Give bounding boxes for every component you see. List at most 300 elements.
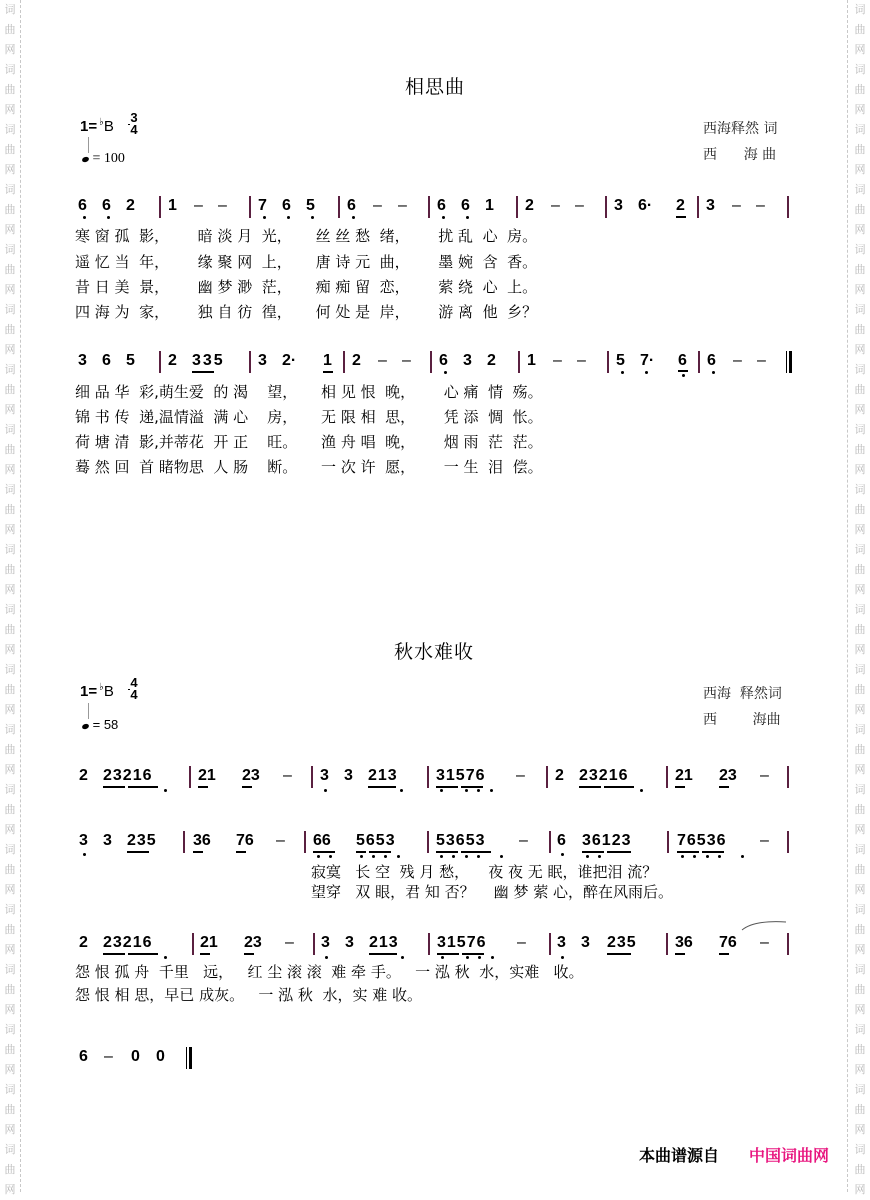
note: 6 <box>678 352 687 369</box>
note: 5 <box>616 352 625 369</box>
note: 3 <box>614 197 623 214</box>
left-watermark-strip <box>0 0 21 1196</box>
watermark-char: 曲 <box>4 683 16 696</box>
low-octave-dot <box>645 371 648 374</box>
song-title: 秋水难收 <box>394 641 475 663</box>
barline <box>787 831 789 853</box>
dash: – <box>575 197 584 214</box>
watermark-char: 网 <box>854 223 866 236</box>
watermark-char: 网 <box>854 1183 866 1196</box>
dash: – <box>373 197 382 214</box>
watermark-char: 网 <box>4 343 16 356</box>
barline <box>549 831 551 853</box>
watermark-char: 词 <box>4 1023 16 1036</box>
note: 6· <box>638 197 653 214</box>
watermark-char: 曲 <box>854 803 866 816</box>
lyric-line: 细 品 华 彩,萌生爱 的 渴 望， 相 见 恨 晚， 心 痛 情 殇。 <box>75 383 543 401</box>
tempo-value: = 58 <box>92 717 119 732</box>
low-octave-dot <box>477 789 480 792</box>
note: 235 <box>127 832 157 849</box>
note: 6 <box>461 197 470 214</box>
note: 23 <box>242 767 260 784</box>
tempo-marking <box>82 151 125 167</box>
underline-beam <box>356 851 366 853</box>
underline-beam <box>675 953 685 955</box>
watermark-char: 词 <box>4 783 16 796</box>
note: 1 <box>168 197 177 214</box>
watermark-char: 词 <box>4 903 16 916</box>
note: 3 <box>557 934 566 951</box>
watermark-char: 网 <box>854 403 866 416</box>
watermark-char: 词 <box>854 843 866 856</box>
note: 2 <box>525 197 534 214</box>
note: 2 <box>79 934 88 951</box>
dash: – <box>283 767 292 784</box>
key-note: B <box>103 683 114 700</box>
note: 3 <box>706 197 715 214</box>
underline-beam <box>192 371 214 373</box>
watermark-char: 词 <box>4 423 16 436</box>
barline <box>605 196 607 218</box>
barline <box>189 766 191 788</box>
note: 23 <box>719 767 737 784</box>
barline <box>518 351 520 373</box>
dash: – <box>104 1048 113 1065</box>
dash: – <box>276 832 285 849</box>
barline <box>549 933 551 955</box>
time-sig-bottom: 4 <box>130 687 138 702</box>
note: 6 <box>347 197 356 214</box>
watermark-char: 词 <box>854 363 866 376</box>
watermark-char: 网 <box>854 43 866 56</box>
lyric-line: 锦 书 传 递,温情溢 满 心 房， 无 限 相 思， 凭 添 惆 怅。 <box>75 408 543 426</box>
dash: – <box>756 197 765 214</box>
watermark-char: 网 <box>854 883 866 896</box>
watermark-char: 网 <box>854 583 866 596</box>
note: 23216 <box>579 767 629 784</box>
underline-beam <box>461 851 491 853</box>
watermark-char: 网 <box>4 883 16 896</box>
underline-beam <box>369 953 397 955</box>
note: 23 <box>244 934 262 951</box>
watermark-char: 网 <box>4 583 16 596</box>
low-octave-dot <box>401 956 404 959</box>
low-octave-dot <box>500 855 503 858</box>
barline <box>430 351 432 373</box>
watermark-char: 网 <box>854 523 866 536</box>
note-stem <box>88 703 89 719</box>
barline <box>249 196 251 218</box>
lyric-line: 荷 塘 清 影,并蒂花 开 正 旺。 渔 舟 唱 晚， 烟 雨 茫 茫。 <box>75 433 543 451</box>
watermark-char: 词 <box>854 543 866 556</box>
watermark-char: 网 <box>4 823 16 836</box>
watermark-char: 网 <box>854 1063 866 1076</box>
tempo-marking <box>82 717 118 732</box>
watermark-char: 网 <box>854 943 866 956</box>
watermark-char: 曲 <box>4 23 16 36</box>
watermark-char: 词 <box>854 63 866 76</box>
time-sig-top: 4 <box>130 675 138 690</box>
key-signature <box>80 682 114 700</box>
note: 76 <box>719 934 737 951</box>
barline <box>666 766 668 788</box>
note: 36 <box>193 832 211 849</box>
watermark-char: 曲 <box>854 1043 866 1056</box>
final-double-barline <box>786 351 792 373</box>
lyric-line: 蓦 然 回 首 睹物思 人 肠 断。 一 次 许 愿， 一 生 泪 偿。 <box>75 458 543 476</box>
barline <box>667 831 669 853</box>
watermark-char: 词 <box>854 1143 866 1156</box>
note: 53653 <box>436 832 486 849</box>
watermark-char: 曲 <box>4 623 16 636</box>
underline-beam <box>200 953 210 955</box>
low-octave-dot <box>107 216 110 219</box>
underline-beam <box>676 216 686 218</box>
flat-sign: ♭ <box>99 117 104 128</box>
note: 5 <box>306 197 315 214</box>
barline <box>427 766 429 788</box>
watermark-char: 曲 <box>4 83 16 96</box>
lyric-line: 怨 恨 孤 舟 千里 远， 红 尘 滚 滚 难 牵 手。 一 泓 秋 水，实难 收。 <box>75 963 584 981</box>
note: 335 <box>192 352 225 369</box>
barline <box>192 933 194 955</box>
underline-beam <box>103 953 125 955</box>
note: 3 <box>345 934 354 951</box>
low-octave-dot <box>682 374 685 377</box>
dash: – <box>285 934 294 951</box>
low-octave-dot <box>693 855 696 858</box>
watermark-char: 曲 <box>4 983 16 996</box>
watermark-char: 网 <box>854 703 866 716</box>
watermark-char: 曲 <box>4 443 16 456</box>
low-octave-dot <box>287 216 290 219</box>
lyricist-credit: 西海 释然词 <box>703 686 782 702</box>
low-octave-dot <box>681 855 684 858</box>
note: 3 <box>320 767 329 784</box>
watermark-char: 曲 <box>4 1163 16 1176</box>
right-watermark-strip <box>847 0 870 1196</box>
low-octave-dot <box>440 789 443 792</box>
watermark-char: 曲 <box>854 563 866 576</box>
watermark-char: 网 <box>4 163 16 176</box>
barline <box>313 933 315 955</box>
dash: – <box>398 197 407 214</box>
underline-beam <box>198 786 208 788</box>
note: 235 <box>607 934 637 951</box>
underline-beam <box>462 953 484 955</box>
note: 21 <box>200 934 218 951</box>
watermark-char: 曲 <box>4 923 16 936</box>
low-octave-dot <box>465 789 468 792</box>
underline-beam <box>461 786 483 788</box>
watermark-char: 网 <box>854 283 866 296</box>
note: 6 <box>439 352 448 369</box>
watermark-char: 词 <box>4 483 16 496</box>
note: 5 <box>126 352 135 369</box>
watermark-char: 网 <box>854 643 866 656</box>
underline-beam <box>369 851 391 853</box>
low-octave-dot <box>164 956 167 959</box>
low-octave-dot <box>718 855 721 858</box>
underline-beam <box>719 786 729 788</box>
watermark-char: 曲 <box>854 503 866 516</box>
barline <box>159 196 161 218</box>
note: 3 <box>79 832 88 849</box>
watermark-char: 词 <box>4 63 16 76</box>
low-octave-dot <box>640 789 643 792</box>
underline-beam <box>323 371 333 373</box>
flat-sign: ♭ <box>99 682 104 693</box>
dash: – <box>577 352 586 369</box>
watermark-char: 曲 <box>4 803 16 816</box>
note: 76 <box>236 832 254 849</box>
watermark-char: 网 <box>4 1003 16 1016</box>
underline-beam <box>607 953 631 955</box>
low-octave-dot <box>706 855 709 858</box>
underline-beam <box>436 786 458 788</box>
watermark-char: 词 <box>854 303 866 316</box>
lyric-line: 遥 忆 当 年， 缘 聚 网 上， 唐 诗 元 曲， 墨 婉 含 香。 <box>75 253 538 271</box>
watermark-char: 网 <box>4 1183 16 1196</box>
barline <box>311 766 313 788</box>
underline-beam <box>604 786 634 788</box>
note: 6 <box>557 832 566 849</box>
watermark-char: 网 <box>854 343 866 356</box>
note: 2 <box>352 352 361 369</box>
watermark-char: 网 <box>4 463 16 476</box>
watermark-char: 网 <box>4 523 16 536</box>
low-octave-dot <box>466 956 469 959</box>
low-octave-dot <box>598 855 601 858</box>
watermark-char: 词 <box>4 963 16 976</box>
barline <box>343 351 345 373</box>
note: 2 <box>168 352 177 369</box>
note: 213 <box>368 767 398 784</box>
watermark-char: 词 <box>854 723 866 736</box>
lyricist-credit: 西海释然 词 <box>703 121 778 137</box>
watermark-char: 网 <box>854 463 866 476</box>
watermark-char: 曲 <box>4 383 16 396</box>
low-octave-dot <box>477 855 480 858</box>
watermark-char: 网 <box>854 163 866 176</box>
source-label: 本曲谱源自 <box>639 1146 720 1165</box>
watermark-char: 词 <box>854 483 866 496</box>
watermark-char: 网 <box>4 223 16 236</box>
watermark-char: 词 <box>854 903 866 916</box>
underline-beam <box>582 851 604 853</box>
low-octave-dot <box>452 855 455 858</box>
watermark-char: 网 <box>854 1003 866 1016</box>
note: 23216 <box>103 767 153 784</box>
key-label: 1= <box>80 683 98 700</box>
note: 7· <box>640 352 655 369</box>
low-octave-dot <box>360 855 363 858</box>
barline <box>338 196 340 218</box>
low-octave-dot <box>311 216 314 219</box>
time-sig-top: 3 <box>130 110 138 125</box>
underline-beam <box>128 953 158 955</box>
dash: – <box>760 934 769 951</box>
underline-beam <box>675 786 685 788</box>
watermark-char: 网 <box>4 643 16 656</box>
barline <box>697 196 699 218</box>
watermark-char: 词 <box>4 843 16 856</box>
low-octave-dot <box>263 216 266 219</box>
watermark-char: 曲 <box>4 203 16 216</box>
dash: – <box>378 352 387 369</box>
barline <box>159 351 161 373</box>
underline-beam <box>127 851 149 853</box>
low-octave-dot <box>621 371 624 374</box>
note: 3 <box>103 832 112 849</box>
underline-beam <box>244 953 254 955</box>
low-octave-dot <box>325 956 328 959</box>
low-octave-dot <box>317 855 320 858</box>
watermark-char: 词 <box>4 243 16 256</box>
watermark-char: 曲 <box>854 143 866 156</box>
note: 2· <box>282 352 297 369</box>
low-octave-dot <box>83 216 86 219</box>
dash: – <box>760 832 769 849</box>
dash: – <box>218 197 227 214</box>
note: 6 <box>79 1048 88 1065</box>
watermark-char: 词 <box>854 963 866 976</box>
dash: – <box>733 352 742 369</box>
brand-link[interactable]: 中国词曲网 <box>749 1146 830 1165</box>
watermark-char: 词 <box>854 243 866 256</box>
barline <box>787 933 789 955</box>
watermark-char: 曲 <box>854 1103 866 1116</box>
note: 3 <box>581 934 590 951</box>
watermark-char: 词 <box>854 1023 866 1036</box>
low-octave-dot <box>400 789 403 792</box>
barline <box>516 196 518 218</box>
note: 3 <box>321 934 330 951</box>
note: 5653 <box>356 832 396 849</box>
watermark-char: 曲 <box>4 263 16 276</box>
low-octave-dot <box>83 853 86 856</box>
watermark-char: 词 <box>854 1083 866 1096</box>
watermark-char: 曲 <box>854 623 866 636</box>
low-octave-dot <box>712 371 715 374</box>
low-octave-dot <box>478 956 481 959</box>
note: 2 <box>79 767 88 784</box>
song-title: 相思曲 <box>405 76 466 98</box>
watermark-char: 曲 <box>854 23 866 36</box>
dash: – <box>194 197 203 214</box>
composer-credit: 西 海 曲 <box>703 147 777 163</box>
watermark-char: 曲 <box>854 683 866 696</box>
note: 1 <box>323 352 332 369</box>
dash: – <box>551 197 560 214</box>
watermark-char: 网 <box>4 43 16 56</box>
dash: – <box>519 832 528 849</box>
lyric-line: 四 海 为 家， 独 自 彷 徨， 何 处 是 岸， 游 离 他 乡？ <box>75 303 538 321</box>
note: 23216 <box>103 934 153 951</box>
watermark-char: 词 <box>4 1083 16 1096</box>
low-octave-dot <box>329 855 332 858</box>
watermark-char: 曲 <box>854 863 866 876</box>
low-octave-dot <box>441 956 444 959</box>
note: 36123 <box>582 832 632 849</box>
low-octave-dot <box>561 853 564 856</box>
watermark-char: 曲 <box>4 1043 16 1056</box>
note: 76536 <box>677 832 727 849</box>
lyric-line: 寒 窗 孤 影， 暗 淡 月 光， 丝 丝 愁 绪， 扰 乱 心 房。 <box>75 227 538 245</box>
watermark-char: 词 <box>854 783 866 796</box>
underline-beam <box>313 851 335 853</box>
note: 21 <box>675 767 693 784</box>
barline <box>304 831 306 853</box>
key-label: 1= <box>80 118 98 135</box>
underline-beam <box>702 851 724 853</box>
note: 7 <box>258 197 267 214</box>
dash: – <box>516 767 525 784</box>
underline-beam <box>678 370 688 372</box>
underline-beam <box>607 851 631 853</box>
lyric-line: 昔 日 美 景， 幽 梦 渺 茫， 痴 痴 留 恋， 萦 绕 心 上。 <box>75 278 538 296</box>
low-octave-dot <box>465 855 468 858</box>
dash: – <box>760 767 769 784</box>
watermark-char: 曲 <box>854 923 866 936</box>
watermark-char: 曲 <box>4 323 16 336</box>
barline <box>787 766 789 788</box>
watermark-char: 曲 <box>854 1163 866 1176</box>
watermark-char: 词 <box>854 183 866 196</box>
dash: – <box>757 352 766 369</box>
watermark-char: 词 <box>4 543 16 556</box>
composer-credit: 西 海曲 <box>703 712 781 728</box>
dash: – <box>732 197 741 214</box>
time-signature <box>128 677 140 701</box>
low-octave-dot <box>384 855 387 858</box>
low-octave-dot <box>352 216 355 219</box>
note: 6 <box>437 197 446 214</box>
note: 1 <box>485 197 494 214</box>
watermark-char: 曲 <box>4 1103 16 1116</box>
watermark-char: 词 <box>854 603 866 616</box>
note-stem <box>88 137 89 153</box>
note: 2 <box>676 197 685 214</box>
low-octave-dot <box>442 216 445 219</box>
watermark-char: 网 <box>4 703 16 716</box>
watermark-char: 网 <box>4 943 16 956</box>
watermark-char: 曲 <box>4 743 16 756</box>
note: 1 <box>527 352 536 369</box>
time-signature <box>128 112 140 136</box>
watermark-char: 网 <box>854 103 866 116</box>
watermark-char: 网 <box>4 103 16 116</box>
note: 2 <box>126 197 135 214</box>
watermark-char: 词 <box>4 123 16 136</box>
watermark-char: 曲 <box>4 563 16 576</box>
dash: – <box>517 934 526 951</box>
underline-beam <box>242 786 252 788</box>
watermark-char: 网 <box>4 283 16 296</box>
barline <box>427 831 429 853</box>
barline <box>698 351 700 373</box>
watermark-char: 词 <box>854 663 866 676</box>
barline <box>666 933 668 955</box>
underline-beam <box>103 786 125 788</box>
note: 0 <box>131 1048 140 1065</box>
underline-beam <box>579 786 601 788</box>
watermark-char: 曲 <box>854 323 866 336</box>
watermark-char: 词 <box>4 303 16 316</box>
dash: – <box>553 352 562 369</box>
note: 6 <box>707 352 716 369</box>
watermark-char: 曲 <box>854 383 866 396</box>
